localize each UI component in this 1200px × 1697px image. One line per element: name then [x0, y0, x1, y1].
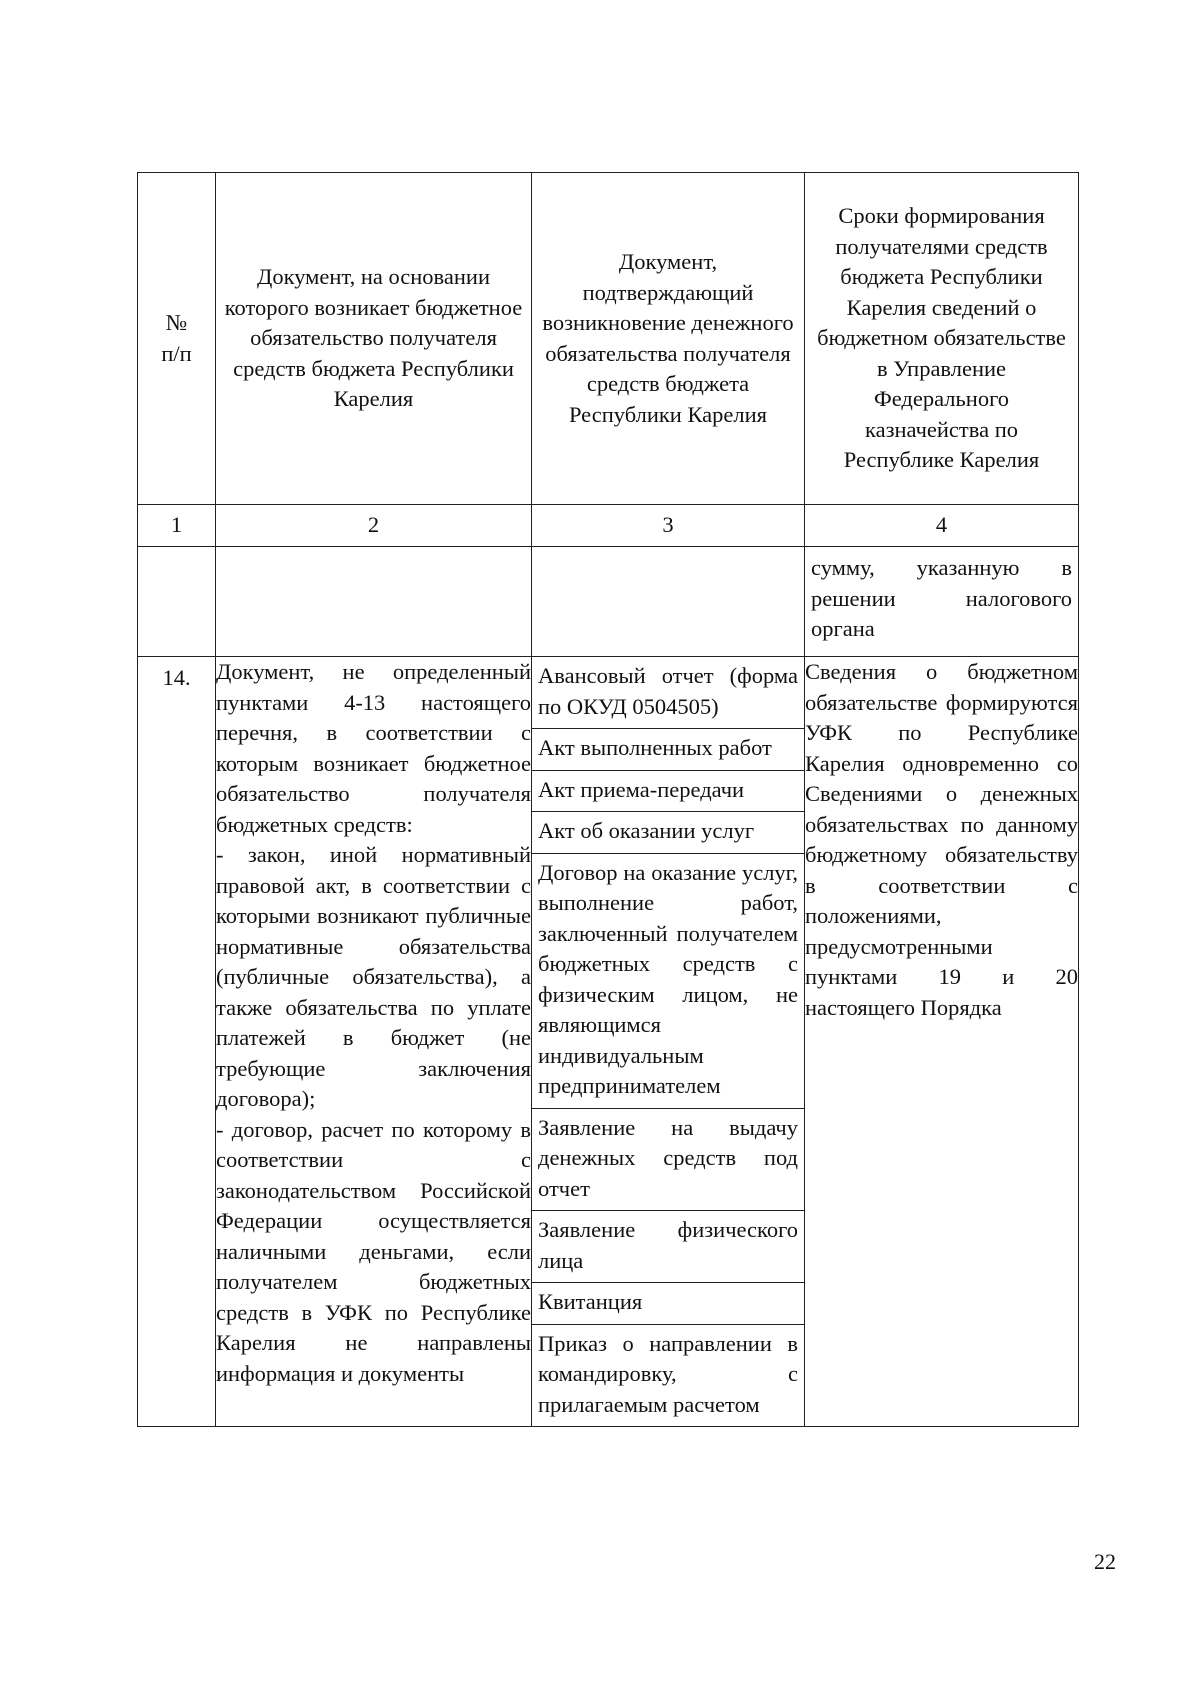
confirming-document-item: Авансовый отчет (форма по ОКУД 0504505) — [532, 657, 804, 729]
column-numbers-row — [138, 505, 1079, 547]
confirming-document-item: Акт об оказании услуг — [532, 812, 804, 854]
deadlines-cell: Сведения о бюджетном обязательстве формируются УФК по Республике Карелия одновременно со Сведениями о денежных обязательствах по данному бюджетному обязательству в соответствии с положениями, предусмотренными пунктами 19 и 20 настоящего Порядка — [805, 657, 1079, 1427]
column-number: 3 — [532, 505, 805, 547]
confirming-document-item: Заявление на выдачу денежных средств под отчет — [532, 1109, 804, 1212]
header-num: № п/п — [138, 173, 216, 505]
confirming-document-item: Акт выполненных работ — [532, 729, 804, 771]
confirming-document-item: Договор на оказание услуг, выполнение работ, заключенный получателем бюджетных средств с физическим лицом, не являющимся индивидуальным предпринимателем — [532, 854, 804, 1109]
table-cell — [138, 547, 216, 657]
basis-document-cell — [216, 657, 532, 1427]
table-row-14 — [138, 657, 1079, 1427]
column-number: 1 — [138, 505, 216, 547]
confirming-document-item: Заявление физического лица — [532, 1211, 804, 1283]
table-cell — [216, 547, 532, 657]
basis-paragraph: Документ, не определенный пунктами 4-13 настоящего перечня, в соответствии с которым возникает бюджетное обязательство получателя бюджетных средств: — [216, 659, 531, 837]
confirming-document-item: Приказ о направлении в командировку, с прилагаемым расчетом — [538, 1330, 798, 1417]
header-confirming-document: Документ, подтверждающий возникновение денежного обязательства получателя средств бюджета Республики Карелия — [532, 173, 805, 505]
column-number: 2 — [216, 505, 532, 547]
obligations-table — [137, 172, 1079, 1427]
table-header-row — [138, 173, 1079, 505]
confirming-document-item: Акт приема-передачи — [532, 771, 804, 813]
table-cell — [532, 547, 805, 657]
confirming-document-item: Квитанция — [532, 1283, 804, 1325]
page-number: 22 — [1094, 1549, 1116, 1574]
basis-paragraph: - договор, расчет по которому в соответствии с законодательством Российской Федерации осуществляется наличными деньгами, если получателем бюджетных средств в УФК по Республике Карелия не направлены информация и документы — [216, 1116, 531, 1386]
continuation-text: сумму, указанную в решении налогового органа — [805, 547, 1079, 657]
header-deadlines: Сроки формирования получателями средств бюджета Республики Карелия сведений о бюджетном обязательстве в Управление Федерального казначейства по Республике Карелия — [805, 173, 1079, 505]
basis-paragraph: - закон, иной нормативный правовой акт, в соответствии с которыми возникают публичные нормативные обязательства (публичные обязательства), а также обязательства по уплате платежей в бюджет (не требующие заключения договора); — [216, 842, 531, 1111]
continuation-row — [138, 547, 1079, 657]
header-basis-document: Документ, на основании которого возникает бюджетное обязательство получателя средств бюджета Республики Карелия — [216, 173, 532, 505]
confirming-documents-cell — [532, 657, 805, 1427]
row-number: 14. — [138, 657, 216, 1427]
column-number: 4 — [805, 505, 1079, 547]
